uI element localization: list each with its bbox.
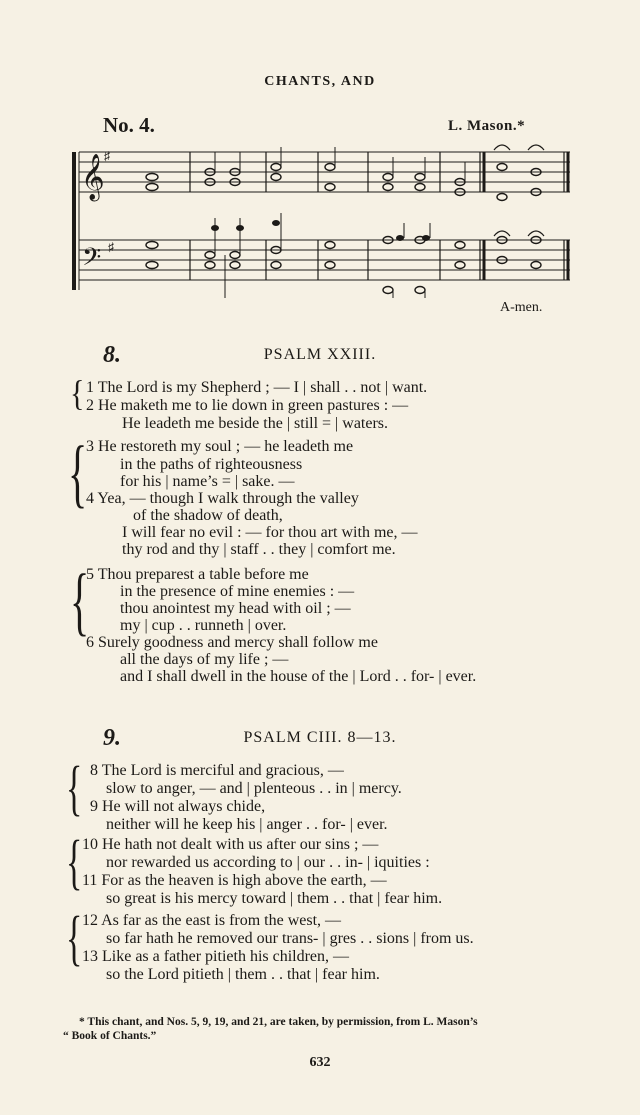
brace-verses-3-4: { [68, 430, 88, 516]
psalm8-line-6: for his | name’s = | sake. — [120, 473, 295, 490]
footnote-line-1: * This chant, and Nos. 5, 9, 19, and 21, are taken, by permission, from L. Mason’s [79, 1016, 478, 1028]
psalm9-line-11: 13 Like as a father pitieth his children, — [82, 948, 350, 965]
psalm9-line-4: neither will he keep his | anger . . for- | ever. [106, 816, 388, 833]
psalm8-line-16: all the days of my life ; — [120, 651, 289, 668]
psalm9-line-5: 10 He hath not dealt with us after our sins ; — [82, 836, 379, 853]
psalm8-line-3: He leadeth me beside the | still = | waters. [122, 415, 389, 432]
psalm8-line-9: I will fear no evil : — for thou art with me, — [122, 524, 418, 541]
psalm8-line-10: thy rod and thy | staff . . they | comfort me. [122, 541, 396, 558]
psalm8-line-11: 5 Thou preparest a table before me [86, 566, 309, 583]
chant-number: No. 4. [103, 113, 155, 137]
svg-text:♯: ♯ [104, 149, 110, 163]
psalm8-line-8: of the shadow of death, [133, 507, 283, 524]
running-head: CHANTS, AND [264, 74, 376, 89]
psalm9-line-3: 9 He will not always chide, [90, 798, 266, 815]
brace-verses-10-11: { [66, 830, 83, 897]
brace-verses-5-6: { [70, 558, 90, 644]
brace-verses-1-2: { [70, 373, 85, 414]
page-number: 632 [309, 1055, 331, 1070]
psalm9-line-12: so the Lord pitieth | them . . that | fear him. [106, 966, 380, 983]
psalm9-line-10: so far hath he removed our trans- | gres . . sions | from us. [106, 930, 474, 947]
psalm8-line-4: 3 He restoreth my soul ; — he leadeth me [86, 438, 354, 455]
music-score [70, 138, 574, 298]
psalm9-line-8: so great is his mercy toward | them . . that | fear him. [106, 890, 443, 907]
psalm9-line-2: slow to anger, — and | plenteous . . in | mercy. [106, 780, 402, 797]
psalm9-line-9: 12 As far as the east is from the west, — [82, 912, 342, 929]
psalm8-line-15: 6 Surely goodness and mercy shall follow me [86, 634, 378, 651]
psalm-title-xxiii: PSALM XXIII. [263, 346, 377, 363]
psalm8-line-12: in the presence of mine enemies : — [120, 583, 355, 600]
footnote [63, 1015, 575, 1044]
amen-lyric: A-men. [500, 300, 543, 315]
psalm8-line-1: 1 The Lord is my Shepherd ; — I | shall . . not | want. [86, 379, 428, 396]
psalm9-line-7: 11 For as the heaven is high above the earth, — [82, 872, 387, 889]
section-number-8: 8. [103, 342, 121, 368]
composer-credit: L. Mason.* [448, 118, 526, 134]
brace-verses-12-13: { [66, 906, 83, 973]
footnote-line-2: “ Book of Chants.” [63, 1030, 157, 1043]
psalm8-line-17: and I shall dwell in the house of the | Lord . . for- | ever. [120, 668, 477, 685]
psalm9-line-1: 8 The Lord is merciful and gracious, — [90, 762, 344, 779]
brace-verses-8-9: { [66, 756, 83, 823]
svg-text:𝄞: 𝄞 [81, 154, 105, 200]
psalm8-line-14: my | cup . . runneth | over. [120, 617, 287, 634]
psalm8-line-7: 4 Yea, — though I walk through the valley [86, 490, 359, 507]
psalm9-line-6: nor rewarded us according to | our . . in- | iquities : [106, 854, 430, 871]
psalm8-line-13: thou anointest my head with oil ; — [120, 600, 351, 617]
section-number-9: 9. [103, 725, 121, 751]
svg-text:𝄢: 𝄢 [82, 243, 102, 278]
psalm-title-ciii: PSALM CIII. 8—13. [243, 729, 397, 746]
psalm8-line-5: in the paths of righteousness [120, 456, 303, 473]
psalm8-line-2: 2 He maketh me to lie down in green pastures : — [86, 397, 409, 414]
svg-text:♯: ♯ [108, 240, 114, 254]
